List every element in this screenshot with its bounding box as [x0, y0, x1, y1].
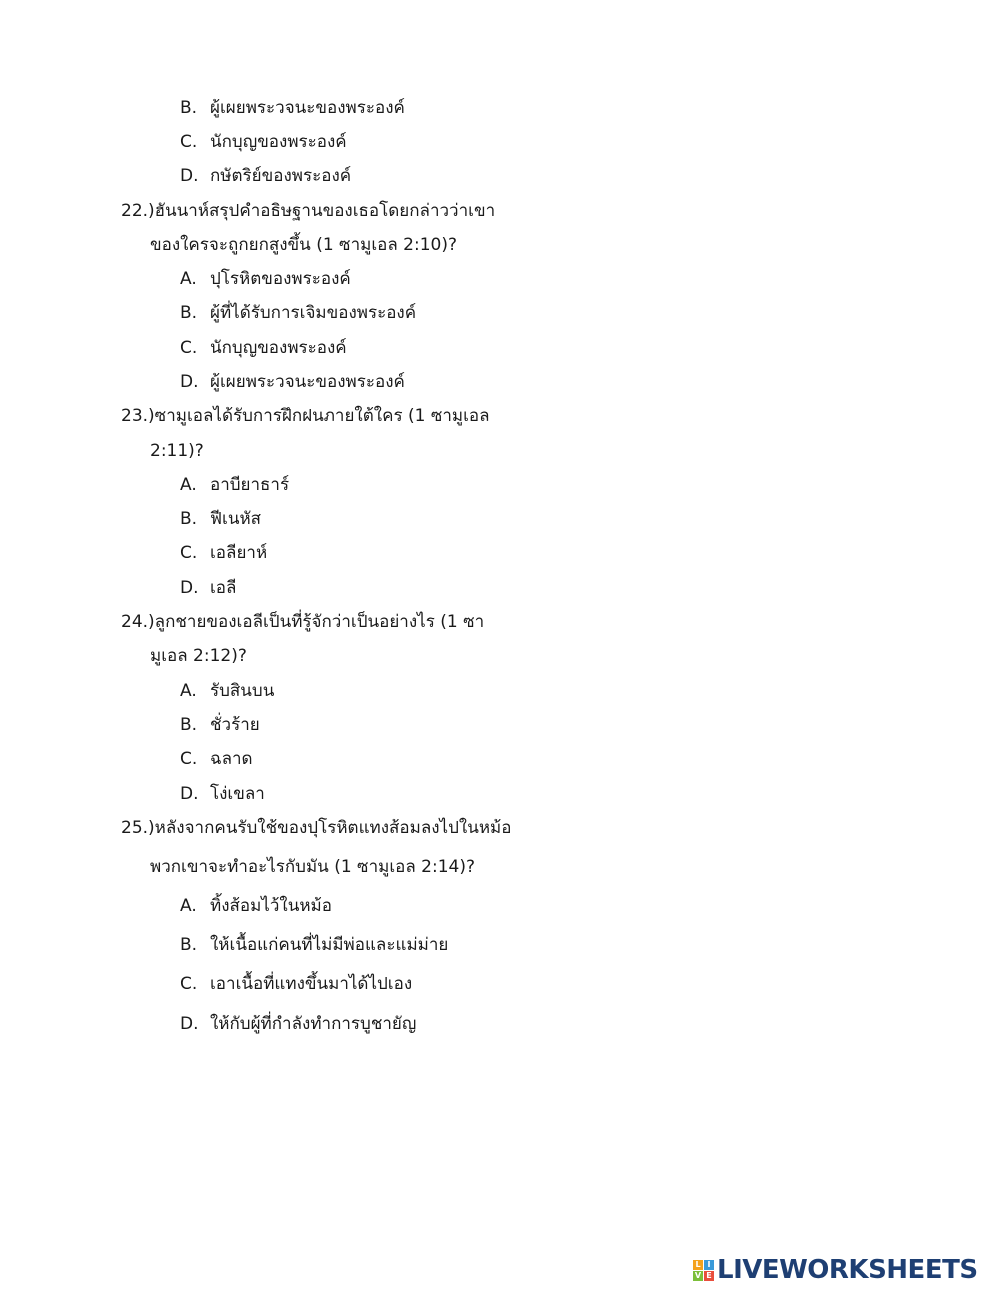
- logo-mark-cell: I: [704, 1260, 714, 1270]
- option-letter: D.: [180, 784, 199, 804]
- option-q23-d: [180, 577, 236, 599]
- option-q23-c: [180, 542, 267, 564]
- option-q21-c: [180, 131, 347, 153]
- option-q24-b: [180, 714, 260, 736]
- option-q23-b: [180, 508, 261, 530]
- option-letter: A.: [180, 269, 197, 289]
- option-letter: C.: [180, 543, 198, 563]
- question-22-line2: ของใครจะถูกยกสูงขึ้น (1 ซามูเอล 2:10)?: [150, 235, 458, 255]
- option-q22-c: [180, 337, 347, 359]
- option-q22-a: [180, 268, 351, 290]
- option-text: ผู้ที่ได้รับการเจิมของพระองค์: [210, 303, 417, 323]
- option-letter: D.: [180, 578, 199, 598]
- option-letter: A.: [180, 475, 197, 495]
- option-letter: B.: [180, 98, 198, 118]
- option-text: ผู้เผยพระวจนะของพระองค์: [210, 372, 405, 392]
- option-letter: B.: [180, 303, 198, 323]
- question-23-line1: 23.)ซามูเอลได้รับการฝึกฝนภายใต้ใคร (1 ซามูเอล: [121, 406, 490, 426]
- option-text: นักบุญของพระองค์: [210, 132, 347, 152]
- option-q25-b: [180, 934, 448, 956]
- option-q22-d: [180, 371, 405, 393]
- option-q25-d: [180, 1013, 416, 1035]
- option-text: ผู้เผยพระวจนะของพระองค์: [210, 98, 405, 118]
- option-text: ให้เนื้อแก่คนที่ไม่มีพ่อและแม่ม่าย: [210, 935, 449, 955]
- liveworksheets-logo: [693, 1254, 978, 1286]
- option-letter: C.: [180, 132, 198, 152]
- option-letter: D.: [180, 1014, 199, 1034]
- option-letter: B.: [180, 935, 198, 955]
- logo-text: LIVEWORKSHEETS: [717, 1255, 978, 1285]
- option-text: อาบียาธาร์: [210, 475, 290, 495]
- question-23-line2: 2:11)?: [150, 441, 204, 461]
- option-letter: C.: [180, 749, 198, 769]
- logo-mark-cell: L: [693, 1260, 703, 1270]
- option-text: ฟีเนหัส: [210, 509, 262, 529]
- option-text: นักบุญของพระองค์: [210, 338, 347, 358]
- option-q21-d: [180, 165, 351, 187]
- option-text: ปุโรหิตของพระองค์: [210, 269, 351, 289]
- option-text: ให้กับผู้ที่กำลังทำการบูชายัญ: [210, 1014, 417, 1034]
- option-text: เอาเนื้อที่แทงขึ้นมาได้ไปเอง: [210, 974, 413, 994]
- option-q23-a: [180, 474, 289, 496]
- question-24-line1: 24.)ลูกชายของเอลีเป็นที่รู้จักว่าเป็นอย่างไร (1 ซา: [121, 612, 485, 632]
- logo-mark-icon: [693, 1260, 714, 1281]
- logo-mark-cell: E: [704, 1271, 714, 1281]
- option-letter: D.: [180, 372, 199, 392]
- option-q21-b: [180, 97, 405, 119]
- option-text: ชั่วร้าย: [210, 715, 260, 735]
- option-q25-a: [180, 895, 332, 917]
- option-q22-b: [180, 302, 416, 324]
- option-text: โง่เขลา: [210, 784, 265, 804]
- option-letter: C.: [180, 338, 198, 358]
- option-letter: B.: [180, 509, 198, 529]
- option-letter: A.: [180, 896, 197, 916]
- question-25-line2: พวกเขาจะทำอะไรกับมัน (1 ซามูเอล 2:14)?: [150, 857, 476, 877]
- option-letter: A.: [180, 681, 197, 701]
- option-text: ฉลาด: [210, 749, 253, 769]
- question-24-line2: มูเอล 2:12)?: [150, 646, 247, 666]
- option-letter: D.: [180, 166, 199, 186]
- logo-mark-cell: V: [694, 1270, 702, 1280]
- option-q24-c: [180, 748, 253, 770]
- option-letter: B.: [180, 715, 198, 735]
- option-q25-c: [180, 973, 412, 995]
- question-25-line1: 25.)หลังจากคนรับใช้ของปุโรหิตแทงส้อมลงไปในหม้อ: [121, 818, 512, 838]
- option-text: ทิ้งส้อมไว้ในหม้อ: [210, 896, 332, 916]
- option-text: กษัตริย์ของพระองค์: [210, 166, 352, 186]
- option-letter: C.: [180, 974, 198, 994]
- option-text: เอลียาห์: [210, 543, 268, 563]
- option-text: รับสินบน: [210, 681, 275, 701]
- option-q24-a: [180, 680, 274, 702]
- option-q24-d: [180, 783, 265, 805]
- question-22-line1: 22.)ฮันนาห์สรุปคำอธิษฐานของเธอโดยกล่าวว่าเขา: [121, 201, 496, 221]
- option-text: เอลี: [210, 578, 237, 598]
